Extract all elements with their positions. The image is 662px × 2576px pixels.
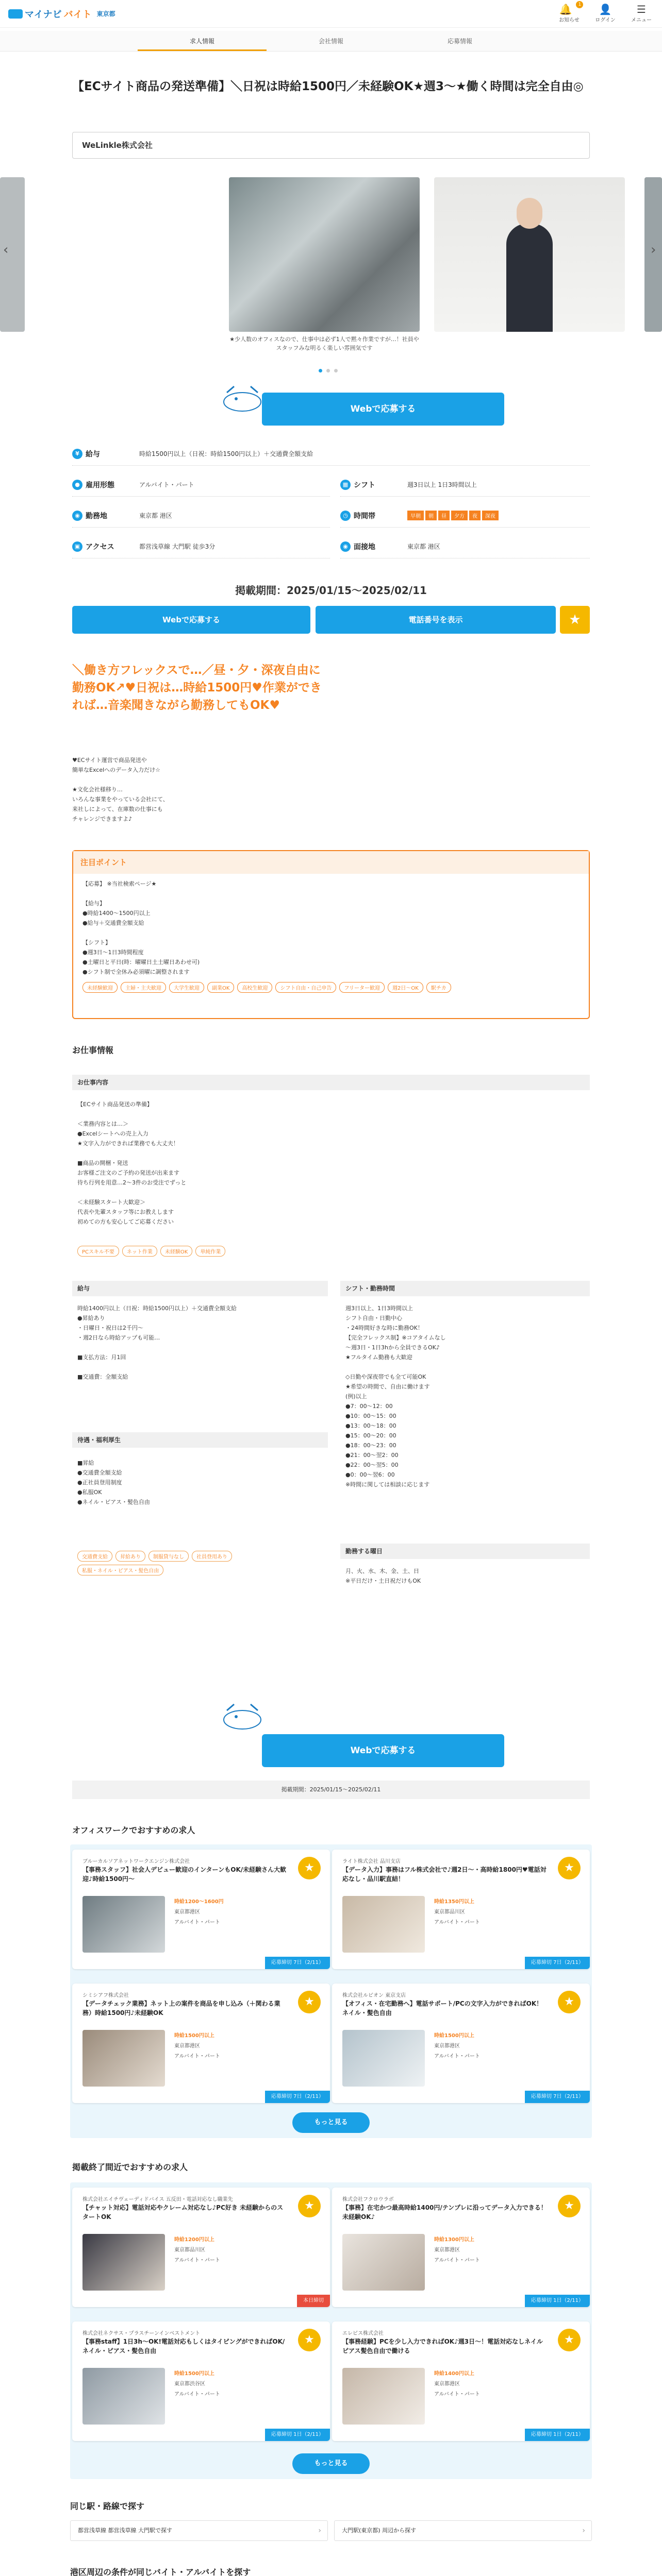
star-icon[interactable]: ★ (298, 2329, 321, 2351)
star-icon[interactable]: ★ (558, 1857, 581, 1879)
pay-heading: 給与 (72, 1281, 328, 1296)
office-rec-section (70, 1844, 592, 2138)
rec-image (342, 2030, 425, 2087)
more-button[interactable]: もっと見る (292, 2112, 370, 2133)
shift-text: 週3日以上、1日3時間以上 シフト自由・日勤中心 ・24時間好きな時に勤務OK！ 【完全フレックス制】※コアタイムなし ～週3日・1日3hから全員できるOK♪ ★フルタイム勤務も大歓迎 ◇日勤や深夜帯でも全て可能OK ★希望の時間で、自由に働けます (例)以上 ●7：00〜12：00 ●10：00〜15：00 ●13：00〜18：00 ●15：00〜20：00 ●18：00〜23：00 ●21：00〜翌2：00 ●22：00〜翌5：00 ●0：00〜翌6：00 ※時間に関しては相談に応じます (345, 1305, 446, 1488)
rec-card[interactable]: 株式会社ルビオン 東京支店 【オフィス・在宅勤務へ】電話サポート/PCの文字入力ができればOK！ネイル・髪色自由 ★ 時給1500円以上 東京都港区 アルバイト・パート 応募締切 7日（2/11） (332, 1984, 590, 2103)
tab-apply-info[interactable]: 応募情報 (447, 38, 472, 45)
clock-icon: ◷ (340, 511, 351, 521)
rec-card[interactable]: 株式会社フクロウラボ 【事務】在宅かつ最高時給1400円/テンプレに沿ってデータ入力できる！未経験OK♪ ★ 時給1300円以上 東京都港区 アルバイト・パート 応募締切 1日（2/11） (332, 2188, 590, 2307)
login-button[interactable]: 👤 ログイン (593, 3, 618, 23)
rec-image (342, 2234, 425, 2291)
points-title: 注目ポイント (73, 851, 589, 874)
info-shift: ▦ シフト 週3日以上 1日3時間以上 (340, 473, 590, 497)
train-icon: ▣ (72, 541, 82, 552)
calendar-icon: ▦ (340, 480, 351, 490)
apply-web-button-bottom[interactable]: Webで応募する (262, 1734, 504, 1767)
pin-icon: ◉ (72, 511, 82, 521)
intro-text: ♥ECサイト運営で商品発送や 簡単なExcelへのデータ入力だけ☆ ★文化会社様移り… いろんな事業をやっている会社にて、 来社しによって、在庫数の仕事にも チャレンジできますよ♪ (72, 757, 169, 822)
star-icon[interactable]: ★ (558, 2195, 581, 2217)
station-link[interactable]: 都営浅草線 都営浅草線 大門駅で探す › (70, 2520, 328, 2541)
shift-heading: シフト・勤務時間 (340, 1281, 590, 1296)
menu-button[interactable]: ☰ メニュー (629, 3, 654, 23)
star-icon[interactable]: ★ (298, 1857, 321, 1879)
notification-button[interactable]: 🔔 1 お知らせ (557, 3, 582, 23)
rec-card[interactable]: エレビス株式会社 【事務経験】PCを少し入力できればOK♪週3日〜！電話対応なしネイルピアス髪色自由で働ける ★ 時給1400円以上 東京都港区 アルバイト・パート 応募締切 1日（2/11） (332, 2321, 590, 2441)
posting-period: 掲載期間：2025/01/15〜2025/02/11 (235, 584, 427, 597)
person-icon: ● (72, 480, 82, 490)
rec-card[interactable]: 株式会社エイチヴェーディドバイス 五反田・電話対応なし職業先 【チャット対応】電話対応やクレーム対応なし♪PC好き 未経験からのスタートOK ★ 時給1200円以上 東京都品川区 アルバイト・パート 本日締切 (72, 2188, 330, 2307)
mascot-icon (217, 1700, 268, 1731)
gallery-photo-staff[interactable] (434, 177, 625, 332)
star-icon[interactable]: ★ (558, 1991, 581, 2013)
rec-card[interactable]: ブルーカルソアネットワークエンジン株式会社 【事務スタッフ】社会人デビュー歓迎のインターンもOK/未経験さん大歓迎♪時給1500円〜 ★ 時給1200〜1600円 東京都港区 アルバイト・パート 応募締切 7日（2/11） (72, 1850, 330, 1969)
star-icon[interactable]: ★ (298, 1991, 321, 2013)
rec-image (82, 1896, 165, 1953)
rec-image (82, 2368, 165, 2425)
site-logo[interactable]: マイナビ バイト 東京都 (8, 7, 115, 21)
info-timeslot: ◷ 時間帯 早朝 朝 昼 夕方 夜 深夜 (340, 504, 590, 528)
station-title: 同じ駅・路線で探す (70, 2501, 145, 2511)
show-phone-button[interactable]: 電話番号を表示 (316, 606, 556, 634)
photo-caption: ★少人数のオフィスなので、仕事中は必ず1人で黙々作業ですが…！社員やスタッフみな明るく楽しい雰囲気です (229, 336, 419, 351)
rec-card[interactable]: ライト株式会社 品川支店 【データ入力】事務はフル株式会社で♪週2日〜・高時給1800円♥電話対応なし・品川駅直結！ ★ 時給1350円以上 東京都品川区 アルバイト・パート 応募締切 7日（2/11） (332, 1850, 590, 1969)
rec-image (82, 2030, 165, 2087)
info-interview: ◉ 面接地 東京都 港区 (340, 535, 590, 558)
work-heading: お仕事内容 (72, 1075, 590, 1090)
job-title: 【ECサイト商品の発送準備】＼日祝は時給1500円／未経験OK★週3〜★働く時間は完全自由◎ (72, 80, 584, 93)
apply-web-button[interactable]: Webで応募する (72, 606, 310, 634)
bell-icon: 🔔 1 (557, 3, 582, 15)
rec-image (82, 2234, 165, 2291)
yen-icon: ¥ (72, 449, 82, 459)
gallery-dot[interactable] (334, 369, 338, 372)
station-link[interactable]: 大門駅(東京都) 周辺から探す › (334, 2520, 592, 2541)
gallery-next-icon[interactable]: › (651, 242, 656, 258)
job-tabs (0, 31, 662, 52)
apply-web-button-top[interactable]: Webで応募する (262, 393, 504, 426)
staff-face (517, 198, 542, 229)
gallery-photo-office[interactable] (229, 177, 420, 332)
star-icon[interactable]: ★ (558, 2329, 581, 2351)
info-access: ▣ アクセス 都営浅草線 大門駅 徒歩3分 (72, 535, 330, 558)
highlight-points: 注目ポイント 【応募】 ※当社検索ページ★ 【給与】 ●時給1400〜1500円以上 ●給与＋交通費全額支給 【シフト】 ●週3日〜1日3時間程度 ●土曜日と平日(時：曜曜日土土曜日あわせ可) ●シフト制で全休み必須曜に調整されます 未経験歓迎 主婦・主夫歓迎 大学生歓迎 副業OK 高校生歓迎 シフト自由・自己申告 フリーター歓迎 週2日〜OK 駅チカ (72, 850, 590, 1019)
office-rec-title: オフィスワークでおすすめの求人 (72, 1825, 195, 1835)
info-employment: ● 雇用形態 アルバイト・パート (72, 473, 330, 497)
rec-card[interactable]: シミシアフ株式会社 【データチェック業務】ネット上の案件を商品を申し込み（＋関わる業務）時給1500円♪未経験OK ★ 時給1500円以上 東京都港区 アルバイト・パート 応募締切 7日（2/11） (72, 1984, 330, 2103)
star-icon[interactable]: ★ (298, 2195, 321, 2217)
ended-rec-section (70, 2182, 592, 2479)
more-button[interactable]: もっと見る (292, 2453, 370, 2474)
rec-image (342, 2368, 425, 2425)
point-tags: 未経験歓迎 主婦・主夫歓迎 大学生歓迎 副業OK 高校生歓迎 シフト自由・自己申告 フリーター歓迎 週2日〜OK 駅チカ (73, 982, 589, 993)
benefit-heading: 待遇・福利厚生 (72, 1432, 328, 1448)
star-icon: ★ (569, 612, 581, 628)
rec-card[interactable]: 株式会社ネクサス・プラスチーンインベストメント 【事務staff】1日3h〜OK!電話対応もしくはタイピングができればOK/ネイル・ピアス・髪色自由 ★ 時給1500円以上 東京都渋谷区 アルバイト・パート 応募締切 1日（2/11） (72, 2321, 330, 2441)
holiday-text: 月、火、水、木、金、土、日 ※平日だけ・土日祝だけもOK (345, 1568, 421, 1584)
rec-image (342, 1896, 425, 1953)
area-title: 港区周辺の条件が同じバイト・アルバイトを探す (70, 2567, 251, 2576)
display-period: 掲載期間：2025/01/15〜2025/02/11 (72, 1781, 590, 1799)
info-salary: ¥ 給与 時給1500円以上（日祝：時給1500円以上）＋交通費全額支給 (72, 442, 590, 466)
ended-rec-title: 掲載終了間近でおすすめの求人 (72, 2162, 188, 2172)
gallery-dot[interactable] (319, 369, 322, 372)
company-name[interactable]: WeLinkle株式会社 (72, 132, 590, 159)
gallery-dot[interactable] (326, 369, 330, 372)
gallery-prev-icon[interactable]: ‹ (3, 242, 9, 258)
work-text: 【ECサイト商品発送の準備】 ＜業務内容とは…＞ ●Excelシートへの売上入力 ★文字入力ができれば業務でも大丈夫！ ■商品の開梱・発送 お客様ご注文のご予約の発送が出来ます 待ち行列を用意…2〜3件のお受注でずっと ＜未経験スタート大歓迎＞ 代表や先輩スタッフ等にお教えします 初めての方も安心してご応募ください (77, 1101, 187, 1225)
timeslot-tags: 早朝 朝 昼 夕方 夜 深夜 (407, 511, 499, 520)
benefit-text: ■昇給 ●交通費全額支給 ●正社員登用制度 ●私服OK ●ネイル・ピアス・髪色自由 (77, 1460, 150, 1505)
tab-company-info[interactable]: 会社情報 (318, 38, 343, 45)
favorite-star-button[interactable] (560, 606, 590, 634)
work-tags: PCスキル不要 ネット作業 未経験OK 単純作業 (77, 1246, 225, 1257)
menu-icon: ☰ (637, 3, 646, 15)
tab-job-info[interactable]: 求人情報 (138, 31, 267, 51)
detail-title: お仕事情報 (72, 1045, 114, 1055)
area-label[interactable]: 東京都 (96, 10, 115, 18)
info-location: ◉ 勤務地 東京都 港区 (72, 504, 330, 528)
catch-copy: ＼働き方フレックスで…／昼・夕・深夜自由に勤務OK↗♥日祝は…時給1500円♥作業ができれば…音楽聞きながら勤務してもOK♥ (72, 664, 322, 712)
site-header (0, 0, 662, 28)
benefit-tags: 交通費支給 昇給あり 制服貸与なし 社員登用あり 私服・ネイル・ピアス・髪色自由 (77, 1551, 294, 1575)
pay-text: 時給1400円以上（日祝：時給1500円以上）＋交通費全額支給 ●昇給あり ・日曜日・祝日は2千円〜 ・週2日なら時給アップも可能… ■支払方法：月1回 ■交通費：全額支給 (77, 1305, 237, 1380)
pin-icon: ◉ (340, 541, 351, 552)
holiday-heading: 勤務する曜日 (340, 1544, 590, 1559)
user-icon: 👤 (599, 3, 612, 15)
logo-mark-icon (8, 9, 23, 19)
mascot-icon (217, 382, 268, 413)
gallery-dots (319, 369, 339, 372)
staff-figure (506, 224, 553, 332)
